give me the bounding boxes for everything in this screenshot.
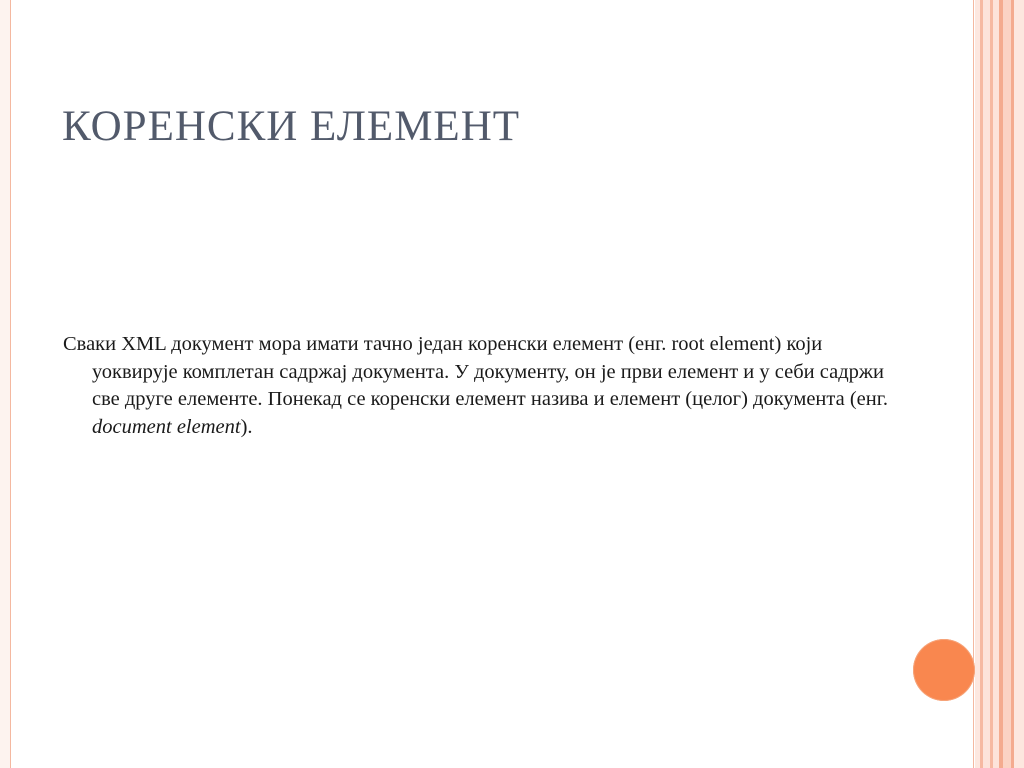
body-text-end: ). [240,415,253,438]
decorative-circle [913,639,975,701]
decorative-stripe [1003,0,1011,768]
body-paragraph [63,331,902,441]
decorative-stripe [1014,0,1024,768]
body-text-main: Сваки XML документ мора имати тачно један коренски елемент (енг. root element) који уоквирује комплетан садржај документа. У документу, он је први елемент и у себи садржи све друге елементе. Понекад се коренски елемент назива и елемент (целог) документа (енг. [63,333,888,410]
slide-title: КОРЕНСКИ ЕЛЕМЕНТ [62,103,521,150]
body-italic-term: document element [92,415,241,438]
decorative-stripe [983,0,990,768]
